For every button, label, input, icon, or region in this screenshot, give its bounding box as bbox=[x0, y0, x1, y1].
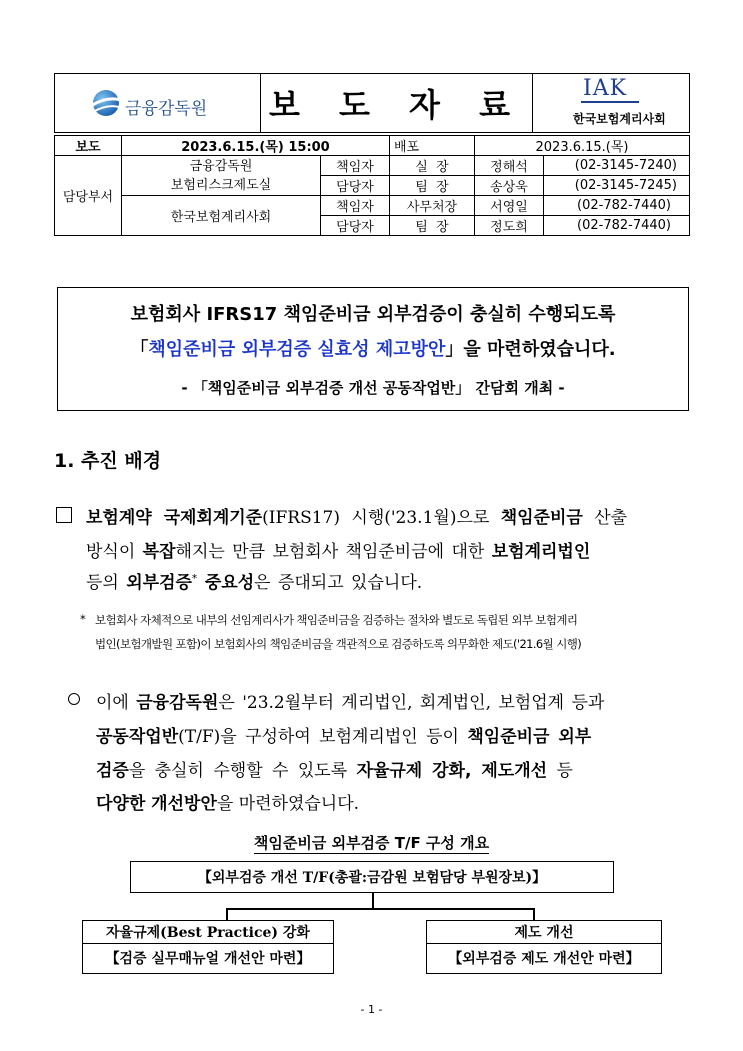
page-number: - 1 - bbox=[360, 1003, 383, 1016]
contact-title: 팀 장 bbox=[390, 216, 475, 236]
org2-cell: 한국보험계리사회 bbox=[122, 196, 321, 236]
footnote-mark-note: * bbox=[80, 612, 86, 626]
fss-logo-cell bbox=[55, 74, 261, 132]
connector-line bbox=[226, 908, 534, 910]
iak-logo-cell bbox=[533, 74, 689, 132]
self-regulation-box bbox=[82, 920, 334, 974]
dept-label: 담당부서 bbox=[55, 156, 122, 236]
fss-name: 금융감독원 bbox=[125, 99, 208, 119]
footnote-mark: * bbox=[191, 573, 197, 585]
para2-text: 등 bbox=[547, 761, 573, 781]
connector-line bbox=[372, 893, 374, 909]
contact-title: 팀 장 bbox=[390, 176, 475, 196]
dist-label: 배포 bbox=[390, 136, 475, 156]
header-table bbox=[54, 73, 690, 133]
system-improvement-title: 제도 개선 bbox=[427, 921, 661, 944]
release-info-table bbox=[54, 135, 690, 236]
contact-name: 정도희 bbox=[475, 216, 544, 236]
contact-name: 서영일 bbox=[475, 196, 544, 216]
para1-line3 bbox=[86, 568, 422, 593]
diagram-title-text: 책임준비금 외부검증 T/F 구성 개요 bbox=[253, 834, 490, 852]
para2-text: 은 '23.2월부터 계리법인, 회계법인, 보험업계 등과 bbox=[218, 693, 605, 713]
bracket-close: 」 bbox=[445, 339, 464, 360]
para1-text: 산출 bbox=[582, 508, 628, 528]
fss-emblem-icon bbox=[89, 86, 123, 120]
system-improvement-box bbox=[426, 920, 662, 974]
org1-line2: 보험리스크제도실 bbox=[170, 177, 272, 193]
contact-role: 책임자 bbox=[321, 156, 390, 176]
diagram-title bbox=[0, 832, 743, 853]
para2-bold: 검증 bbox=[96, 761, 129, 781]
release-label: 보도 bbox=[55, 136, 122, 156]
iak-name: 한국보험계리사회 bbox=[573, 112, 666, 126]
contact-title: 실 장 bbox=[390, 156, 475, 176]
headline-subtitle: - 「책임준비금 외부검증 개선 공동작업반」 간담회 개최 - bbox=[181, 379, 565, 397]
para1-text: 등의 bbox=[86, 573, 127, 593]
para2-line2 bbox=[96, 722, 591, 747]
self-regulation-sub: 【검증 실무매뉴얼 개선안 마련】 bbox=[105, 951, 311, 967]
contact-title: 사무처장 bbox=[390, 196, 475, 216]
para2-text: 을 마련하였습니다. bbox=[216, 794, 360, 814]
org1-line1: 금융감독원 bbox=[189, 158, 253, 174]
contact-phone: (02-782-7440) bbox=[544, 196, 690, 216]
contact-phone: (02-782-7440) bbox=[544, 216, 690, 236]
para1-line2 bbox=[86, 537, 590, 562]
para2-bold: 공동작업반 bbox=[96, 727, 179, 747]
para2-text: 을 충실히 수행할 수 있도록 bbox=[128, 761, 357, 781]
para1-bold: 보험계약 국제회계기준 bbox=[86, 508, 263, 528]
org1-cell bbox=[122, 156, 321, 196]
para1-text: (IFRS17) 시행('23.1월)으로 bbox=[262, 508, 501, 528]
iak-logo: IAK bbox=[583, 76, 628, 101]
para1-bold: 복잡 bbox=[142, 542, 176, 562]
contact-phone: (02-3145-7245) bbox=[544, 176, 690, 196]
para1-bold: 중요성 bbox=[196, 573, 255, 593]
bracket-open: 「 bbox=[130, 339, 149, 360]
contact-name: 송상욱 bbox=[475, 176, 544, 196]
dist-date: 2023.6.15.(목) bbox=[475, 136, 690, 156]
iak-logo-underline bbox=[581, 101, 639, 103]
headline-highlight: 책임준비금 외부검증 실효성 제고방안 bbox=[148, 339, 446, 360]
release-date: 2023.6.15.(목) 15:00 bbox=[122, 136, 390, 156]
para2-text: (T/F)을 구성하여 보험계리법인 등이 bbox=[178, 727, 468, 747]
para1-bold: 외부검증 bbox=[126, 573, 192, 593]
system-improvement-sub: 【외부검증 제도 개선안 마련】 bbox=[448, 951, 640, 967]
contact-role: 담당자 bbox=[321, 216, 390, 236]
connector-line bbox=[226, 908, 228, 920]
headline-line2-rest: 을 마련하였습니다. bbox=[463, 339, 616, 360]
headline-line1: 보험회사 IFRS17 책임준비금 외부검증이 충실히 수행되도록 bbox=[130, 304, 616, 325]
para1-bold: 보험계리법인 bbox=[491, 542, 591, 562]
para1-text: 은 증대되고 있습니다. bbox=[254, 573, 423, 593]
para2-bold: 다양한 개선방안 bbox=[96, 794, 217, 814]
headline-box bbox=[57, 287, 689, 411]
contact-phone: (02-3145-7240) bbox=[544, 156, 690, 176]
para1-bold: 책임준비금 bbox=[500, 508, 583, 528]
contact-role: 책임자 bbox=[321, 196, 390, 216]
footnote-line1: 보험회사 자체적으로 내부의 선임계리사가 책임준비금을 검증하는 절차와 별도로 독립된 외부 보험계리 bbox=[95, 613, 578, 627]
para1-text: 방식이 bbox=[86, 542, 143, 562]
para2-text: 이에 bbox=[96, 693, 137, 713]
para2-bold: 자율규제 강화, 제도개선 bbox=[356, 761, 548, 781]
tf-box: 【외부검증 개선 T/F(총괄:금감원 보험담당 부원장보)】 bbox=[130, 861, 614, 893]
footnote-line2: 법인(보험개발원 포함)이 보험회사의 책임준비금을 객관적으로 검증하도록 의무화한 제도('21.6월 시행) bbox=[95, 637, 582, 651]
para2-line3 bbox=[96, 756, 573, 781]
para1-text: 해지는 만큼 보험회사 책임준비금에 대한 bbox=[175, 542, 492, 562]
self-regulation-title: 자율규제(Best Practice) 강화 bbox=[83, 921, 333, 944]
para2-line1 bbox=[96, 688, 604, 713]
para2-bold: 금융감독원 bbox=[136, 693, 219, 713]
contact-role: 담당자 bbox=[321, 176, 390, 196]
press-release-title: 보 도 자 료 bbox=[261, 74, 533, 132]
section-title: 1. 추진 배경 bbox=[54, 450, 162, 472]
headline-line2 bbox=[58, 335, 688, 361]
contact-name: 정해석 bbox=[475, 156, 544, 176]
connector-line bbox=[533, 908, 535, 920]
para2-bold: 책임준비금 외부 bbox=[467, 727, 592, 747]
para2-line4 bbox=[96, 789, 359, 814]
para1-line1 bbox=[86, 503, 627, 528]
square-bullet-icon bbox=[56, 507, 72, 523]
circle-bullet-icon bbox=[68, 693, 80, 705]
